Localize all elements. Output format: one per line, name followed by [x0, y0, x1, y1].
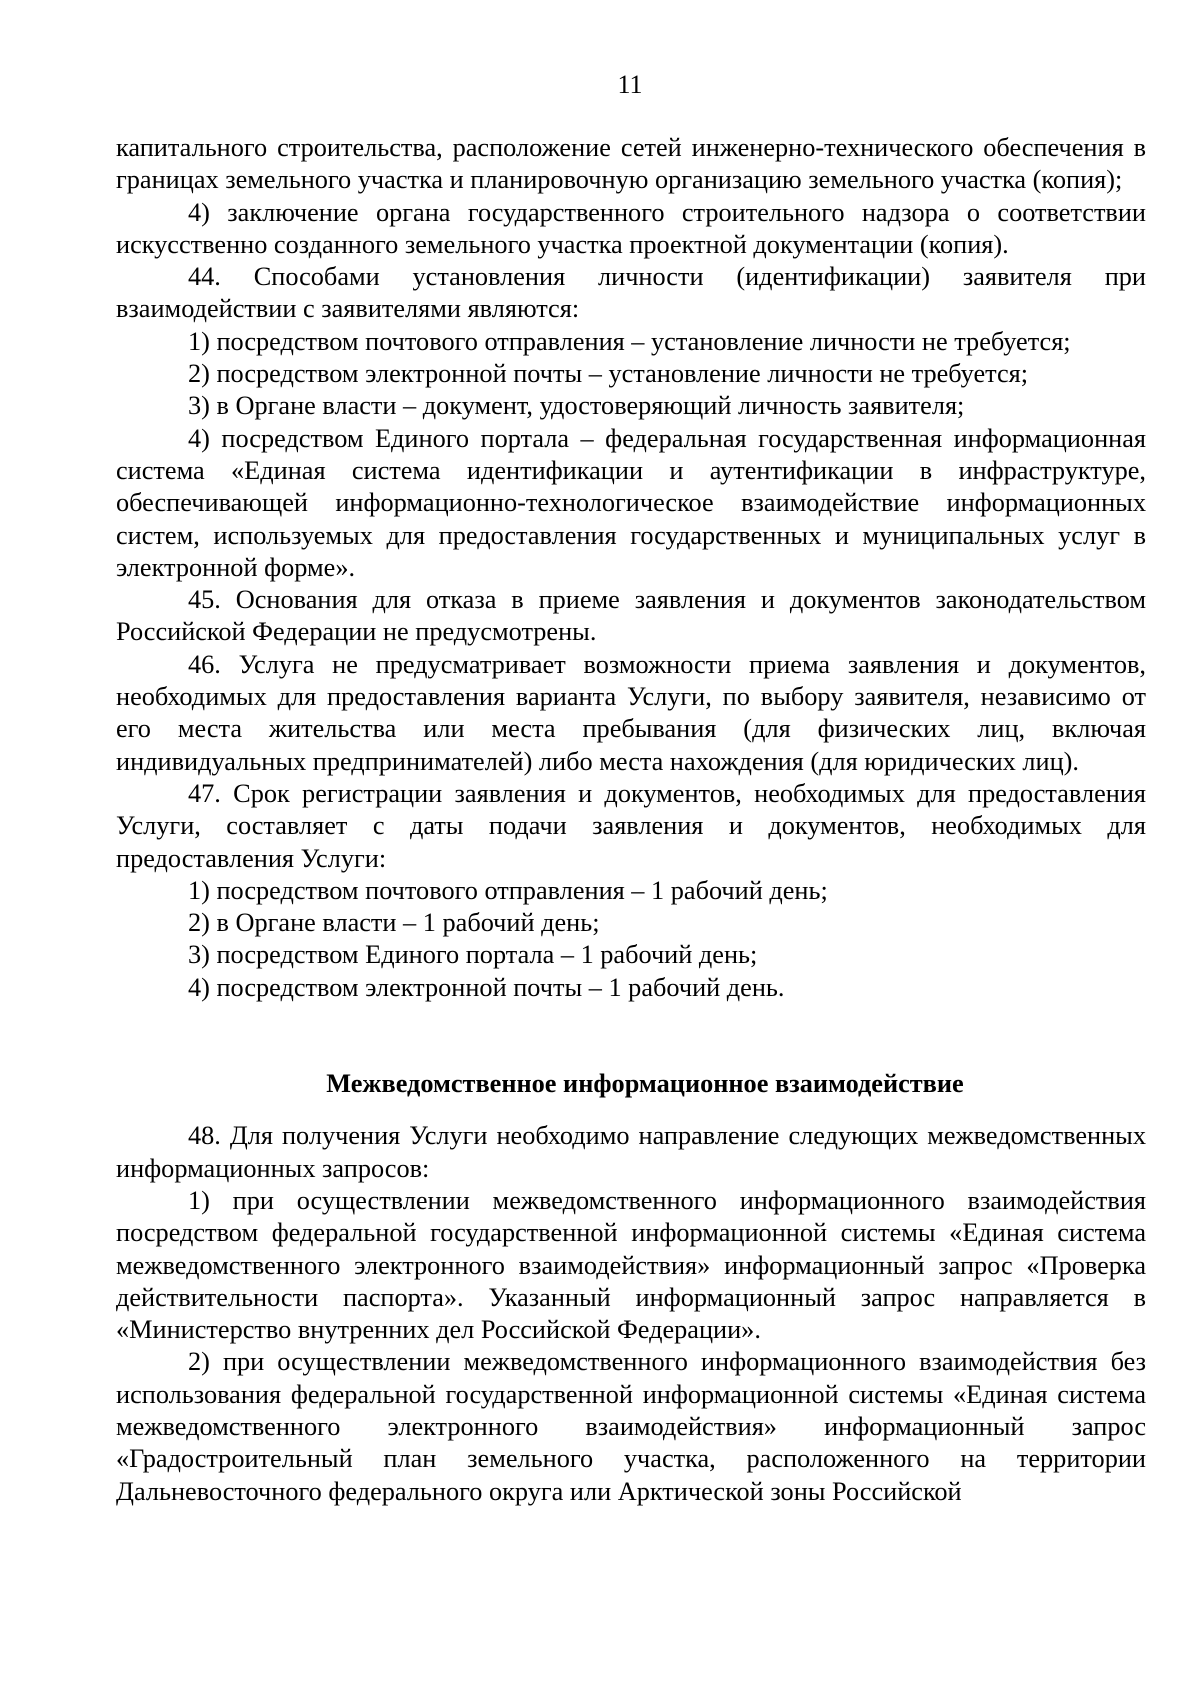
- paragraph: 2) в Органе власти – 1 рабочий день;: [188, 908, 600, 938]
- section-after-heading: [116, 1120, 1146, 1508]
- section-heading: Межведомственное информационное взаимодействие: [326, 1069, 964, 1099]
- paragraph: капитального строительства, расположение сетей инженерно-технического обеспечения в границах земельного участка и планировочную организацию земельного участка (копия);: [116, 133, 1146, 195]
- paragraph: 3) посредством Единого портала – 1 рабочий день;: [188, 940, 758, 970]
- paragraph: 2) при осуществлении межведомственного информационного взаимодействия без использования федеральной государственной информационной системы «Единая система межведомственного электронного взаимодействия» информационный запрос «Градостроительный план земельного участка, расположенного на территории Дальневосточного федерального округа или Арктической зоны Российской: [116, 1347, 1146, 1506]
- paragraph: 48. Для получения Услуги необходимо направление следующих межведомственных информационных запросов:: [116, 1121, 1146, 1183]
- document-body: [116, 132, 1146, 1508]
- paragraph: 1) посредством почтового отправления – установление личности не требуется;: [188, 326, 1071, 356]
- paragraph: 1) при осуществлении межведомственного информационного взаимодействия посредством федеральной государственной информационной системы «Единая система межведомственного электронного взаимодействия» информационный запрос «Проверка действительности паспорта». Указанный информационный запрос направляется в «Министерство внутренних дел Российской Федерации».: [116, 1185, 1146, 1345]
- paragraph: 4) заключение органа государственного строительного надзора о соответствии искусственно созданного земельного участка проектной документации (копия).: [116, 197, 1146, 259]
- paragraph: 1) посредством почтового отправления – 1 рабочий день;: [188, 875, 828, 905]
- paragraph: 4) посредством электронной почты – 1 рабочий день.: [188, 972, 785, 1002]
- paragraph: 47. Срок регистрации заявления и документов, необходимых для предоставления Услуги, составляет с даты подачи заявления и документов, необходимых для предоставления Услуги:: [116, 778, 1146, 873]
- page-number: 11: [617, 70, 643, 99]
- section-before-heading: [116, 132, 1146, 1004]
- paragraph: 46. Услуга не предусматривает возможности приема заявления и документов, необходимых для предоставления варианта Услуги, по выбору заявителя, независимо от его места жительства или места пребывания (для физических лиц, включая индивидуальных предпринимателей) либо места нахождения (для юридических лиц).: [116, 649, 1146, 776]
- paragraph: 2) посредством электронной почты – установление личности не требуется;: [188, 359, 1029, 389]
- paragraph: 44. Способами установления личности (идентификации) заявителя при взаимодействии с заявителями являются:: [116, 262, 1146, 324]
- paragraph: 4) посредством Единого портала – федеральная государственная информационная система «Единая система идентификации и аутентификации в инфраструктуре, обеспечивающей информационно-технологическое взаимодействие информационных систем, используемых для предоставления государственных и муниципальных услуг в электронной форме».: [116, 423, 1146, 582]
- paragraph: 3) в Органе власти – документ, удостоверяющий личность заявителя;: [188, 391, 965, 421]
- paragraph: 45. Основания для отказа в приеме заявления и документов законодательством Российской Федерации не предусмотрены.: [116, 585, 1146, 647]
